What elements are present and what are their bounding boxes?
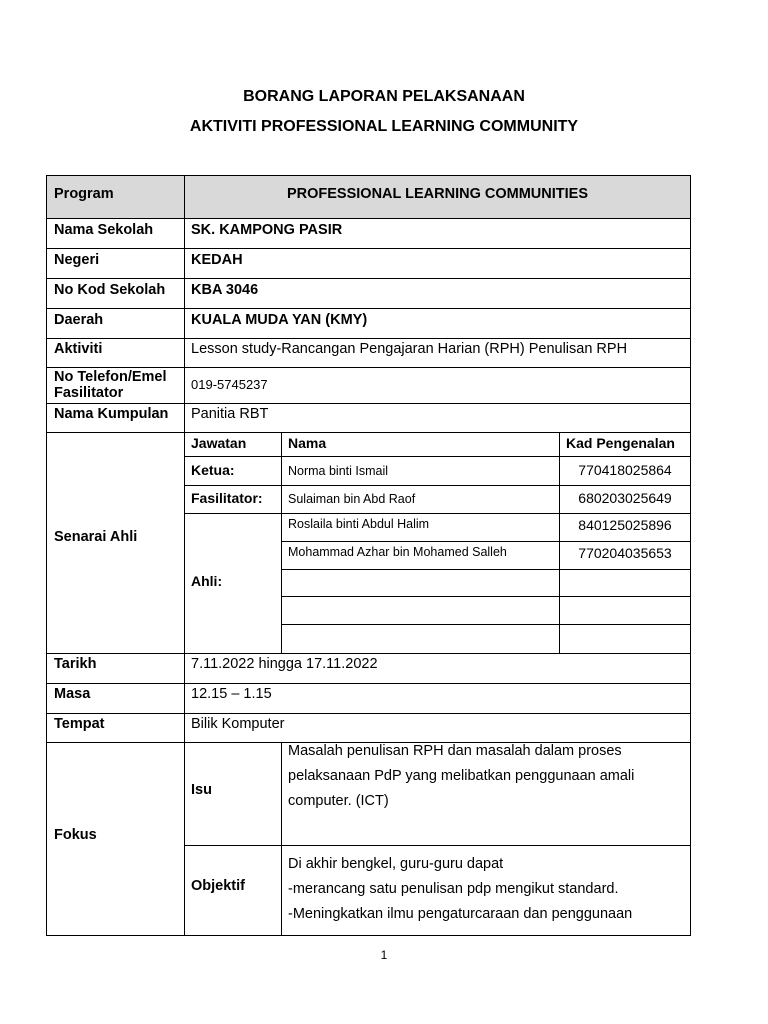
- daerah-label-cell: [46, 308, 185, 339]
- ahli-name: Roslaila binti Abdul Halim: [288, 517, 430, 531]
- objektif-label-cell: [184, 845, 282, 936]
- fasilitator-role: Fasilitator:: [191, 490, 263, 506]
- senarai-divider: [185, 485, 691, 486]
- nama-sekolah-label: Nama Sekolah: [54, 222, 154, 238]
- objektif-text-line: -merancang satu penulisan pdp mengikut standard.: [288, 881, 619, 897]
- kumpulan-label: Nama Kumpulan: [54, 406, 169, 422]
- negeri-label-cell: [46, 248, 185, 279]
- kod-sekolah-value: KBA 3046: [191, 282, 259, 298]
- ketua-name: Norma binti Ismail: [288, 464, 389, 478]
- ahli-name: Mohammad Azhar bin Mohamed Salleh: [288, 545, 507, 559]
- fasilitator-name: Sulaiman bin Abd Raof: [288, 492, 416, 506]
- header-nama: Nama: [288, 435, 327, 451]
- senarai-divider: [281, 541, 691, 542]
- isu-label: Isu: [191, 782, 212, 798]
- tarikh-value-cell: [184, 653, 691, 684]
- nama-sekolah-value: SK. KAMPONG PASIR: [191, 222, 343, 238]
- tarikh-label: Tarikh: [54, 656, 97, 672]
- objektif-text-line: -Meningkatkan ilmu pengaturcaraan dan penggunaan: [288, 906, 633, 922]
- aktiviti-value: Lesson study-Rancangan Pengajaran Harian (RPH) Penulisan RPH: [191, 341, 628, 357]
- isu-text-line: pelaksanaan PdP yang melibatkan penggunaan amali: [288, 768, 635, 784]
- daerah-value-cell: [184, 308, 691, 339]
- isu-value-cell: [281, 742, 691, 846]
- kod-sekolah-value-cell: [184, 278, 691, 309]
- telefon-label-cell: [46, 367, 185, 404]
- tempat-value-cell: [184, 713, 691, 743]
- fasilitator-ic: 680203025649: [578, 490, 672, 506]
- telefon-value: 019-5745237: [191, 377, 268, 392]
- senarai-divider: [281, 569, 691, 570]
- objektif-text-line: Di akhir bengkel, guru-guru dapat: [288, 856, 504, 872]
- negeri-value-cell: [184, 248, 691, 279]
- masa-value-cell: [184, 683, 691, 714]
- fokus-label-cell: [46, 742, 185, 936]
- form-subtitle: AKTIVITI PROFESSIONAL LEARNING COMMUNITY: [189, 118, 579, 135]
- masa-value: 12.15 – 1.15: [191, 686, 272, 702]
- isu-text-line: Masalah penulisan RPH dan masalah dalam proses: [288, 743, 622, 759]
- form-title: BORANG LAPORAN PELAKSANAAN: [243, 88, 525, 105]
- fokus-label: Fokus: [54, 827, 97, 843]
- tarikh-label-cell: [46, 653, 185, 684]
- isu-text-line: computer. (ICT): [288, 793, 389, 809]
- senarai-label: Senarai Ahli: [54, 529, 138, 545]
- program-value: PROFESSIONAL LEARNING COMMUNITIES: [286, 186, 589, 202]
- kumpulan-value-cell: [184, 403, 691, 433]
- ahli-ic: 840125025896: [578, 517, 672, 533]
- daerah-label: Daerah: [54, 312, 104, 328]
- objektif-label: Objektif: [191, 878, 245, 894]
- senarai-divider: [281, 433, 282, 654]
- program-value-cell: [184, 175, 691, 219]
- tempat-label-cell: [46, 713, 185, 743]
- nama-sekolah-label-cell: [46, 218, 185, 249]
- nama-sekolah-value-cell: [184, 218, 691, 249]
- senarai-members-table: [184, 432, 691, 654]
- senarai-divider: [185, 513, 691, 514]
- page-number: 1: [380, 948, 388, 962]
- tempat-value: Bilik Komputer: [191, 716, 285, 732]
- kod-sekolah-label-cell: [46, 278, 185, 309]
- senarai-divider: [185, 456, 691, 457]
- telefon-value-cell: [184, 367, 691, 404]
- aktiviti-label: Aktiviti: [54, 341, 103, 357]
- program-label: Program: [54, 186, 114, 202]
- ahli-label: Ahli:: [191, 573, 223, 589]
- header-kad-pengenalan: Kad Pengenalan: [566, 435, 675, 451]
- kod-sekolah-label: No Kod Sekolah: [54, 282, 166, 298]
- ketua-role: Ketua:: [191, 462, 235, 478]
- aktiviti-value-cell: [184, 338, 691, 368]
- kumpulan-value: Panitia RBT: [191, 406, 269, 422]
- masa-label: Masa: [54, 686, 91, 702]
- negeri-value: KEDAH: [191, 252, 243, 268]
- objektif-value-cell: [281, 845, 691, 936]
- telefon-label-line2: Fasilitator: [54, 385, 124, 401]
- senarai-label-cell: [46, 432, 185, 654]
- aktiviti-label-cell: [46, 338, 185, 368]
- daerah-value: KUALA MUDA YAN (KMY): [191, 312, 368, 328]
- masa-label-cell: [46, 683, 185, 714]
- senarai-divider: [281, 596, 691, 597]
- negeri-label: Negeri: [54, 252, 100, 268]
- header-jawatan: Jawatan: [191, 435, 247, 451]
- program-label-cell: [46, 175, 185, 219]
- tempat-label: Tempat: [54, 716, 105, 732]
- telefon-label-line1: No Telefon/Emel: [54, 369, 167, 385]
- senarai-divider: [281, 624, 691, 625]
- isu-label-cell: [184, 742, 282, 846]
- ketua-ic: 770418025864: [578, 462, 672, 478]
- tarikh-value: 7.11.2022 hingga 17.11.2022: [191, 656, 378, 672]
- kumpulan-label-cell: [46, 403, 185, 433]
- ahli-ic: 770204035653: [578, 545, 672, 561]
